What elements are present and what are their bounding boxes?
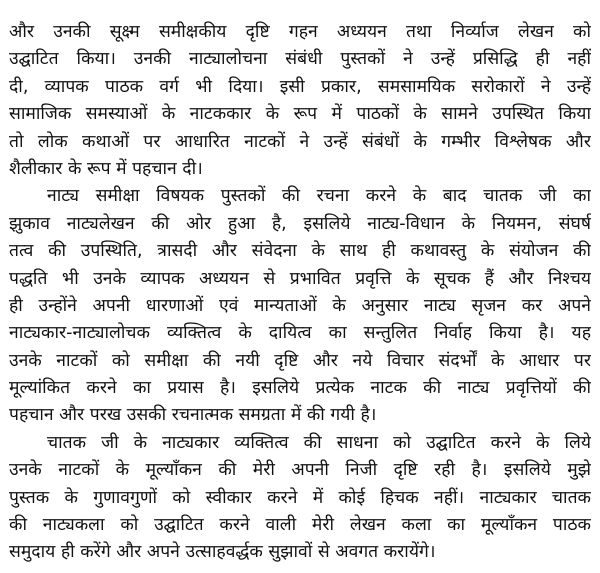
paragraph-1 xyxy=(9,19,591,183)
text-line: नाट्य समीक्षा विषयक पुस्तकों की रचना करने के बाद चातक जी का xyxy=(47,186,591,207)
text-line: की नाट्यकला को उद्घाटित करने वाली मेरी लेखन कला का मूल्याँकन पाठक xyxy=(9,515,591,536)
text-line: ही उन्होंने अपनी धारणाओं एवं मान्यताओं के अनुसार नाट्य सृजन कर अपने xyxy=(9,295,591,316)
text-line: सामाजिक समस्याओं के नाटककार के रूप में पाठकों के सामने उपस्थित किया xyxy=(9,104,591,125)
document-page xyxy=(9,19,591,567)
text-line: पुस्तक के गुणावगुणों को स्वीकार करने में कोई हिचक नहीं। नाट्यकार चातक xyxy=(9,487,591,508)
text-line: पद्धति भी उनके व्यापक अध्ययन से प्रभावित प्रवृत्ति के सूचक हैं और निश्चय xyxy=(9,268,591,289)
text-line: उनके नाटकों के मूल्याँकन की मेरी अपनी निजी दृष्टि रही है। इसलिये मुझे xyxy=(9,460,591,481)
text-line: उनके नाटकों को समीक्षा की नयी दृष्टि और नये विचार संदर्भों के आधार पर xyxy=(9,350,591,371)
text-line: मूल्यांकित करने का प्रयास है। इसलिये प्रत्येक नाटक की नाट्य प्रवृत्तियों की xyxy=(9,378,591,399)
text-line: उद्घाटित किया। उनकी नाट्यालोचना संबंधी पुस्तकों ने उन्हें प्रसिद्धि ही नहीं xyxy=(9,49,591,70)
text-line: शैलीकार के रूप में पहचान दी। xyxy=(9,158,203,179)
paragraph-2 xyxy=(9,183,591,430)
text-line: पहचान और परख उसकी रचनात्मक समग्रता में की गयी है। xyxy=(9,405,377,426)
text-line: चातक जी के नाट्यकार व्यक्तित्व की साधना को उद्घाटित करने के लिये xyxy=(47,432,591,453)
paragraph-3 xyxy=(9,430,591,567)
text-line: तत्व की उपस्थिति, त्रासदी और संवेदना के साथ ही कथावस्तु के संयोजन की xyxy=(9,241,591,262)
text-line: और उनकी सूक्ष्म समीक्षकीय दृष्टि गहन अध्ययन तथा निर्व्याज लेखन को xyxy=(9,22,591,42)
text-line: दी, व्यापक पाठक वर्ग भी दिया। इसी प्रकार, समसामयिक सरोकारों ने उन्हें xyxy=(9,76,591,97)
text-line: झुकाव नाट्यलेखन की ओर हुआ है, इसलिये नाट्य-विधान के नियमन, संघर्ष xyxy=(9,213,591,234)
text-line: समुदाय ही करेंगे और अपने उत्साहवर्द्धक सुझावों से अवगत करायेंगे। xyxy=(9,542,436,563)
text-line: नाट्यकार-नाट्यालोचक व्यक्तित्व के दायित्व का सन्तुलित निर्वाह किया है। यह xyxy=(9,323,591,344)
text-line: तो लोक कथाओं पर आधारित नाटकों ने उन्हें संबंधों के गम्भीर विश्लेषक और xyxy=(9,131,591,152)
